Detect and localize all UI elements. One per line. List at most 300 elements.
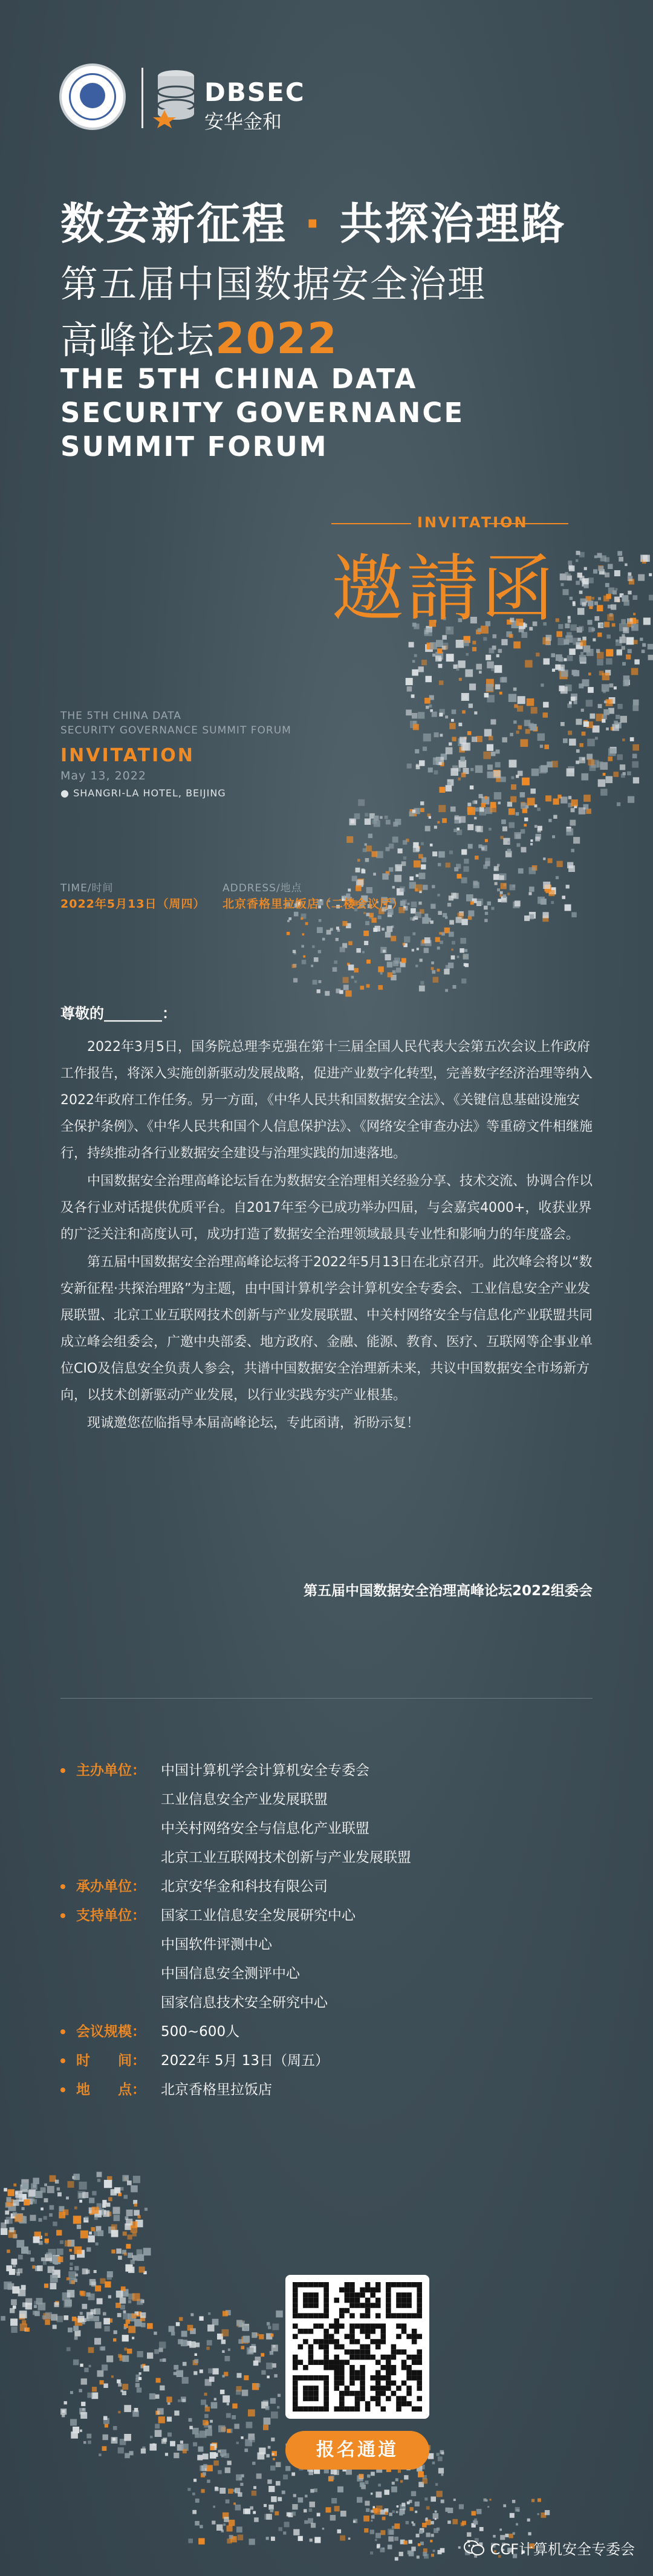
info-value: 中国软件评测中心 bbox=[161, 1937, 272, 1953]
pixel-dot bbox=[37, 2265, 43, 2271]
pixel-dot bbox=[365, 2480, 369, 2484]
pixel-dot bbox=[604, 700, 607, 703]
pixel-dot bbox=[537, 808, 541, 812]
pixel-dot bbox=[445, 989, 448, 992]
pixel-dot bbox=[7, 2197, 11, 2202]
pixel-dot bbox=[368, 834, 372, 838]
pixel-dot bbox=[213, 2506, 215, 2508]
pixel-dot bbox=[225, 2467, 230, 2473]
pixel-dot bbox=[127, 2181, 132, 2185]
pixel-dot bbox=[474, 711, 477, 714]
pixel-dot bbox=[348, 889, 351, 892]
pixel-dot bbox=[88, 2315, 94, 2321]
pixel-dot bbox=[432, 654, 435, 657]
pixel-dot bbox=[380, 972, 383, 975]
pixel-dot bbox=[469, 704, 473, 708]
pixel-dot bbox=[357, 2497, 362, 2502]
pixel-dot bbox=[140, 2312, 146, 2318]
pixel-dot bbox=[68, 2327, 73, 2332]
pixel-dot bbox=[340, 2535, 345, 2541]
pixel-dot bbox=[287, 2513, 291, 2517]
small-title-line1: THE 5TH CHINA DATA bbox=[60, 710, 181, 722]
pixel-dot bbox=[415, 964, 418, 967]
pixel-dot bbox=[441, 2500, 444, 2503]
pixel-dot bbox=[613, 772, 619, 777]
pixel-dot bbox=[356, 868, 360, 873]
pixel-dot bbox=[227, 2403, 229, 2405]
pixel-dot bbox=[91, 2309, 96, 2315]
pixel-dot bbox=[412, 713, 417, 718]
pixel-dot bbox=[383, 2548, 385, 2549]
pixel-dot bbox=[617, 551, 622, 556]
pixel-dot bbox=[189, 2426, 193, 2430]
address-label: ADDRESS/地点 bbox=[223, 882, 302, 894]
pixel-dot bbox=[464, 949, 467, 952]
pixel-dot bbox=[518, 696, 525, 704]
pixel-dot bbox=[440, 941, 443, 945]
pixel-dot bbox=[602, 719, 605, 723]
pixel-dot bbox=[346, 836, 353, 843]
pixel-dot bbox=[385, 954, 391, 960]
pixel-dot bbox=[312, 945, 314, 948]
pixel-dot bbox=[458, 778, 461, 781]
pixel-dot bbox=[451, 719, 454, 722]
pixel-dot bbox=[389, 2513, 392, 2516]
pixel-dot bbox=[82, 2268, 88, 2274]
pixel-dot bbox=[598, 597, 601, 600]
pixel-dot bbox=[426, 2532, 430, 2537]
pixel-dot bbox=[111, 2375, 114, 2378]
pixel-dot bbox=[521, 847, 527, 853]
pixel-dot bbox=[310, 2489, 314, 2493]
pixel-dot bbox=[63, 2300, 71, 2308]
pixel-dot bbox=[233, 2503, 236, 2505]
pixel-dot bbox=[81, 2378, 87, 2384]
bullet-icon bbox=[60, 2058, 65, 2063]
info-value: 北京香格里拉饭店 bbox=[161, 2082, 272, 2098]
pixel-dot bbox=[594, 602, 598, 605]
pixel-dot bbox=[311, 2523, 316, 2528]
pixel-dot bbox=[181, 2331, 187, 2337]
pixel-dot bbox=[513, 642, 521, 649]
pixel-dot bbox=[417, 2555, 420, 2558]
pixel-dot bbox=[256, 2473, 262, 2479]
pixel-dot bbox=[461, 877, 467, 883]
pixel-dot bbox=[632, 753, 637, 758]
info-value: 国家工业信息安全发展研究中心 bbox=[161, 1908, 356, 1924]
pixel-dot bbox=[124, 2195, 128, 2199]
pixel-dot bbox=[430, 2497, 436, 2502]
pixel-dot bbox=[457, 956, 460, 958]
pixel-dot bbox=[553, 799, 559, 805]
pixel-dot bbox=[124, 2405, 131, 2412]
pixel-dot bbox=[479, 807, 484, 812]
register-button[interactable]: 报名通道 bbox=[285, 2431, 429, 2470]
pixel-dot bbox=[253, 2511, 256, 2514]
pixel-dot bbox=[576, 581, 580, 585]
pixel-dot bbox=[365, 921, 369, 925]
pixel-dot bbox=[418, 2543, 421, 2546]
pixel-dot bbox=[543, 712, 548, 718]
pixel-dot bbox=[420, 958, 423, 961]
pixel-dot bbox=[395, 864, 402, 871]
pixel-dot bbox=[416, 847, 420, 851]
pixel-dot bbox=[124, 2347, 127, 2350]
pixel-dot bbox=[108, 2197, 112, 2202]
pixel-dot bbox=[579, 743, 583, 747]
pixel-dot bbox=[418, 854, 423, 858]
pixel-dot bbox=[44, 2283, 48, 2288]
pixel-dot bbox=[127, 2349, 132, 2353]
pixel-dot bbox=[195, 2353, 197, 2356]
pixel-dot bbox=[474, 817, 476, 819]
pixel-dot bbox=[450, 768, 458, 776]
pixel-dot bbox=[326, 2507, 331, 2513]
pixel-dot bbox=[364, 2528, 368, 2532]
pixel-dot bbox=[31, 2184, 37, 2190]
pixel-dot bbox=[5, 2211, 9, 2215]
pixel-dot bbox=[243, 2336, 250, 2343]
info-row-scale bbox=[60, 2017, 593, 2046]
pixel-dot bbox=[137, 2254, 144, 2261]
pixel-dot bbox=[371, 2493, 373, 2495]
pixel-dot bbox=[10, 2318, 18, 2326]
pixel-dot bbox=[271, 2412, 278, 2419]
pixel-dot bbox=[125, 2265, 132, 2272]
pixel-dot bbox=[218, 2450, 220, 2452]
pixel-dot bbox=[595, 737, 598, 740]
pixel-dot bbox=[88, 2236, 95, 2243]
pixel-dot bbox=[118, 2354, 122, 2358]
pixel-dot bbox=[412, 2523, 415, 2526]
pixel-dot bbox=[612, 724, 619, 730]
pixel-dot bbox=[472, 647, 476, 651]
pixel-dot bbox=[271, 2453, 274, 2455]
pixel-dot bbox=[403, 856, 406, 859]
pixel-dot bbox=[622, 646, 625, 649]
pixel-dot bbox=[385, 2490, 390, 2495]
pixel-dot bbox=[608, 756, 612, 761]
pixel-dot bbox=[434, 825, 437, 828]
pixel-dot bbox=[167, 2433, 172, 2437]
pixel-dot bbox=[606, 727, 609, 730]
pixel-dot bbox=[567, 632, 572, 637]
pixel-dot bbox=[70, 2263, 73, 2266]
pixel-dot bbox=[199, 2317, 203, 2321]
pixel-dot bbox=[325, 991, 330, 996]
pixel-dot bbox=[358, 799, 365, 806]
pixel-dot bbox=[70, 2391, 73, 2394]
pixel-dot bbox=[534, 825, 538, 828]
pixel-dot bbox=[643, 617, 651, 625]
pixel-dot bbox=[227, 2525, 233, 2531]
pixel-dot bbox=[521, 739, 528, 747]
pixel-dot bbox=[165, 2453, 168, 2456]
pixel-dot bbox=[556, 631, 562, 637]
pixel-dot bbox=[527, 2519, 530, 2522]
pixel-dot bbox=[485, 912, 488, 915]
pixel-dot bbox=[95, 2322, 102, 2329]
pixel-dot bbox=[431, 2554, 434, 2557]
pixel-dot bbox=[232, 2404, 237, 2408]
pixel-dot bbox=[334, 960, 337, 964]
pixel-dot bbox=[392, 886, 395, 888]
pixel-dot bbox=[224, 2453, 229, 2458]
pixel-dot bbox=[588, 600, 593, 606]
pixel-dot bbox=[22, 2207, 25, 2210]
pixel-dot bbox=[434, 732, 439, 737]
pixel-dot bbox=[82, 2304, 88, 2309]
pixel-dot bbox=[416, 764, 419, 767]
pixel-dot bbox=[409, 642, 414, 648]
pixel-dot bbox=[398, 2470, 401, 2473]
pixel-dot bbox=[34, 2305, 37, 2308]
pixel-dot bbox=[545, 795, 551, 801]
pixel-dot bbox=[451, 955, 455, 960]
letter-paragraph-3: 第五届中国数据安全治理高峰论坛将于2022年5月13日在北京召开。此次峰会将以“数安新征程·共探治理路”为主题，由中国计算机学会计算机安全专委会、工业信息安全产业发展联盟、北京工业互联网技术创新与产业发展联盟、中关村网络安全与信息化产业联盟共同成立峰会组委会，广邀中央部委、地方政府、金融、能源、教育、医疗、互联网等企事业单位CIO及信息安全负责人参会，共谱中国数据安全治理新未来，共议中国数据安全市场新方向，以技术创新驱动产业发展，以行业实践夯实产业根基。 bbox=[60, 1255, 593, 1403]
pixel-dot bbox=[638, 574, 645, 581]
pixel-dot bbox=[311, 964, 313, 967]
greeting: 尊敬的________： bbox=[60, 1005, 177, 1022]
pixel-dot bbox=[33, 2178, 39, 2184]
pixel-dot bbox=[403, 2540, 408, 2545]
pixel-dot bbox=[456, 864, 461, 869]
pixel-dot bbox=[594, 616, 599, 621]
pixel-dot bbox=[568, 619, 571, 623]
pixel-dot bbox=[418, 902, 421, 905]
pixel-dot bbox=[252, 2491, 257, 2496]
pixel-dot bbox=[100, 2380, 104, 2384]
pixel-dot bbox=[463, 640, 469, 646]
pixel-dot bbox=[177, 2370, 183, 2377]
pixel-dot bbox=[411, 694, 415, 698]
pixel-dot bbox=[309, 2508, 313, 2512]
pixel-dot bbox=[538, 2513, 539, 2515]
pixel-dot bbox=[520, 792, 525, 798]
pixel-dot bbox=[388, 2529, 394, 2535]
pixel-dot bbox=[342, 921, 347, 926]
pixel-dot bbox=[383, 950, 386, 953]
pixel-dot bbox=[500, 891, 503, 894]
pixel-dot bbox=[453, 828, 457, 832]
pixel-dot bbox=[525, 729, 530, 734]
pixel-dot bbox=[25, 2327, 30, 2332]
pixel-dot bbox=[425, 826, 430, 831]
pixel-dot bbox=[499, 2529, 502, 2531]
registration-qr-code[interactable] bbox=[285, 2275, 429, 2419]
forum-title-line1: 第五届中国数据安全治理 bbox=[60, 262, 487, 306]
pixel-dot bbox=[204, 2414, 209, 2418]
pixel-dot bbox=[65, 2240, 71, 2246]
pixel-dot bbox=[377, 2544, 380, 2548]
pixel-dot bbox=[468, 916, 472, 920]
pixel-dot bbox=[57, 2187, 60, 2190]
pixel-dot bbox=[156, 2378, 161, 2383]
english-title-line2: SECURITY GOVERNANCE bbox=[60, 397, 465, 429]
small-title-line2: SECURITY GOVERNANCE SUMMIT FORUM bbox=[60, 724, 291, 737]
pixel-dot bbox=[424, 2554, 429, 2558]
pixel-dot bbox=[569, 565, 575, 571]
pixel-dot bbox=[512, 776, 515, 779]
pixel-dot bbox=[619, 637, 626, 643]
pixel-dot bbox=[147, 2323, 153, 2329]
pixel-dot bbox=[83, 2441, 86, 2444]
pixel-dot bbox=[287, 932, 290, 935]
pixel-dot bbox=[57, 2192, 62, 2196]
pixel-dot bbox=[374, 816, 378, 821]
pixel-dot bbox=[363, 912, 366, 914]
pixel-dot bbox=[430, 2521, 434, 2525]
pixel-dot bbox=[432, 2462, 435, 2465]
pixel-dot bbox=[250, 2506, 253, 2510]
pixel-dot bbox=[468, 911, 474, 917]
pixel-dot bbox=[510, 2513, 515, 2518]
pixel-dot bbox=[34, 2311, 40, 2317]
pixel-dot bbox=[389, 844, 394, 849]
pixel-dot bbox=[174, 2410, 179, 2415]
pixel-dot bbox=[449, 851, 453, 854]
pixel-dot bbox=[190, 2313, 193, 2316]
pixel-dot bbox=[620, 764, 625, 770]
pixel-dot bbox=[285, 2466, 290, 2471]
pixel-dot bbox=[431, 967, 434, 970]
bullet-icon bbox=[60, 1913, 65, 1918]
pixel-dot bbox=[440, 734, 443, 737]
pixel-dot bbox=[298, 2536, 303, 2541]
pixel-dot bbox=[145, 2208, 148, 2211]
pixel-dot bbox=[512, 2500, 515, 2503]
pixel-dot bbox=[529, 867, 536, 874]
pixel-dot bbox=[141, 2323, 146, 2327]
pixel-dot bbox=[1, 2228, 7, 2235]
pixel-dot bbox=[79, 2182, 87, 2190]
pixel-dot bbox=[423, 733, 431, 741]
pixel-dot bbox=[518, 771, 523, 776]
letter-paragraph-1: 2022年3月5日，国务院总理李克强在第十三届全国人民代表大会第五次会议上作政府工作报告，将深入实施创新驱动发展战略，促进产业数字化转型，完善数字经济治理等纳入2022年政府工作任务。另一方面，《中华人民共和国数据安全法》、《关键信息基础设施安全保护条例》、《中华人民共和国个人信息保护法》、《网络安全审查办法》等重磅文件相继施行，持续推动各行业数据安全建设与治理实践的加速落地。 bbox=[60, 1039, 593, 1161]
pixel-dot bbox=[577, 638, 581, 642]
pixel-dot bbox=[529, 886, 534, 892]
pixel-dot bbox=[60, 2240, 63, 2244]
pixel-dot bbox=[137, 2351, 143, 2357]
pixel-dot bbox=[11, 2326, 18, 2333]
pixel-dot bbox=[50, 2275, 58, 2283]
pixel-dot bbox=[587, 620, 592, 625]
pixel-dot bbox=[415, 749, 419, 753]
pixel-dot bbox=[435, 2483, 438, 2485]
pixel-dot bbox=[195, 2521, 200, 2526]
pixel-dot bbox=[182, 2399, 186, 2402]
pixel-dot bbox=[398, 848, 403, 853]
pixel-dot bbox=[183, 2449, 187, 2453]
pixel-dot bbox=[643, 555, 650, 562]
pixel-dot bbox=[499, 692, 502, 695]
wechat-icon bbox=[464, 2540, 484, 2556]
forum-title-line2 bbox=[60, 310, 338, 364]
pixel-dot bbox=[538, 733, 545, 741]
pixel-dot bbox=[433, 2513, 439, 2519]
pixel-dot bbox=[392, 2510, 395, 2513]
pixel-dot bbox=[205, 2379, 212, 2386]
pixel-dot bbox=[443, 913, 447, 917]
pixel-dot bbox=[357, 859, 360, 862]
invitation-label: INVITATION bbox=[60, 745, 195, 766]
pixel-dot bbox=[597, 633, 602, 637]
pixel-dot bbox=[484, 906, 488, 910]
pixel-dot bbox=[448, 963, 453, 968]
pixel-dot bbox=[291, 2473, 295, 2476]
pixel-dot bbox=[89, 2231, 92, 2234]
pixel-dot bbox=[94, 2316, 99, 2321]
pixel-dot bbox=[150, 2444, 157, 2451]
pixel-dot bbox=[348, 964, 354, 971]
pixel-dot bbox=[100, 2278, 105, 2284]
pixel-dot bbox=[380, 816, 383, 819]
pixel-dot bbox=[102, 2204, 106, 2208]
pixel-dot bbox=[67, 2277, 70, 2280]
pixel-dot bbox=[254, 2517, 259, 2522]
pixel-dot bbox=[603, 690, 606, 693]
pixel-dot bbox=[597, 605, 603, 612]
pixel-dot bbox=[382, 928, 385, 931]
pixel-dot bbox=[457, 874, 462, 879]
pixel-dot bbox=[417, 948, 419, 950]
pixel-dot bbox=[236, 2390, 241, 2395]
pixel-dot bbox=[406, 710, 412, 716]
pixel-dot bbox=[128, 2300, 131, 2303]
pixel-dot bbox=[525, 660, 532, 668]
pixel-dot bbox=[198, 2538, 204, 2544]
pixel-dot bbox=[107, 2271, 113, 2277]
pixel-dot bbox=[620, 716, 627, 723]
pixel-dot bbox=[560, 686, 568, 694]
pixel-dot bbox=[150, 2436, 152, 2438]
pixel-dot bbox=[476, 736, 482, 742]
pixel-dot bbox=[475, 766, 483, 773]
logo-divider bbox=[141, 68, 143, 128]
info-row-host bbox=[60, 1756, 593, 1872]
pixel-dot bbox=[178, 2399, 181, 2402]
pixel-dot bbox=[80, 2231, 88, 2239]
pixel-dot bbox=[48, 2249, 56, 2257]
pixel-dot bbox=[252, 2462, 255, 2465]
pixel-dot bbox=[154, 2349, 159, 2354]
pixel-dot bbox=[623, 680, 629, 686]
pixel-dot bbox=[545, 2510, 550, 2515]
pixel-dot bbox=[201, 2399, 206, 2405]
pixel-dot bbox=[547, 761, 553, 767]
pixel-dot bbox=[588, 627, 594, 633]
info-value: 中国信息安全测评中心 bbox=[161, 1966, 300, 1982]
pixel-dot bbox=[27, 2251, 31, 2255]
main-title-part1: 数安新征程 bbox=[60, 198, 288, 249]
pixel-dot bbox=[421, 660, 427, 665]
pixel-dot bbox=[241, 2346, 245, 2349]
pixel-dot bbox=[399, 2552, 403, 2556]
pixel-dot bbox=[131, 2226, 137, 2233]
pixel-dot bbox=[631, 668, 638, 675]
pixel-dot bbox=[579, 591, 583, 594]
pixel-dot bbox=[576, 559, 578, 562]
pixel-dot bbox=[452, 941, 455, 945]
pixel-dot bbox=[82, 2192, 88, 2198]
pixel-dot bbox=[273, 2458, 275, 2461]
pixel-dot bbox=[501, 819, 506, 824]
pixel-dot bbox=[489, 736, 493, 741]
pixel-dot bbox=[208, 2425, 212, 2429]
pixel-dot bbox=[456, 917, 462, 923]
pixel-dot bbox=[543, 702, 548, 707]
pixel-dot bbox=[366, 960, 371, 964]
